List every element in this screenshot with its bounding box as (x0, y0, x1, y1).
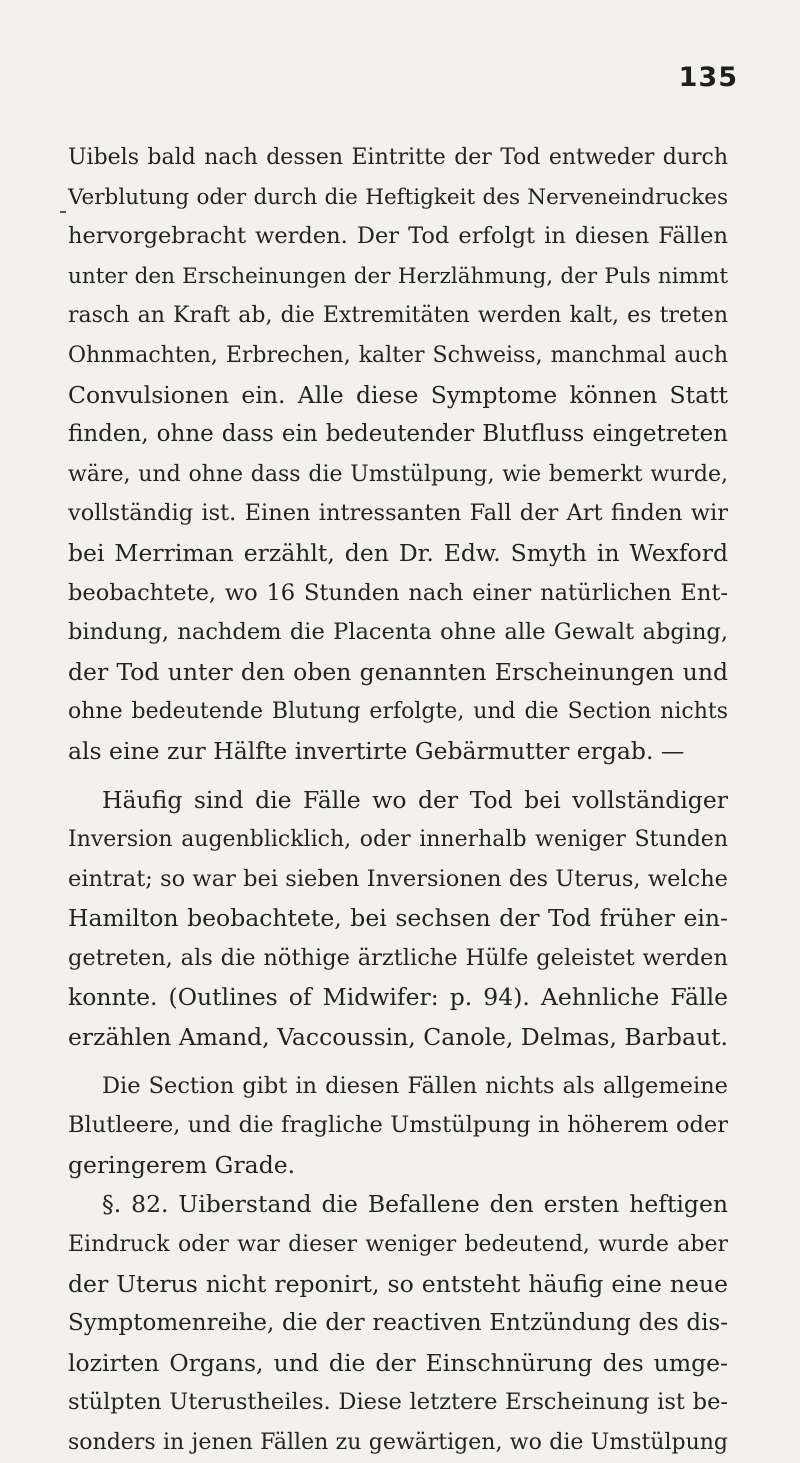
text-line: Symptomenreihe, die der reactiven Entzündung des dis- (68, 1310, 728, 1337)
text-line: Die Section gibt in diesen Fällen nichts als allgemeine (102, 1072, 728, 1099)
text-line: Inversion augenblicklich, oder innerhalb weniger Stunden (68, 827, 728, 853)
paragraph (68, 781, 728, 1058)
paragraph (68, 1067, 728, 1186)
text-line: Hamilton beobachtete, bei sechsen der Tod früher ein- (68, 904, 728, 933)
text-line: Blutleere, und die fragliche Umstülpung in höherem oder (68, 1112, 728, 1139)
text-line: hervorgebracht werden. Der Tod erfolgt in diesen Fällen (68, 223, 728, 250)
text-line: Ohnmachten, Erbrechen, kalter Schweiss, manchmal auch (68, 342, 728, 368)
text-line: getreten, als die nöthige ärztliche Hülfe geleistet werden (68, 944, 728, 971)
text-line: eintrat; so war bei sieben Inversionen des Uterus, welche (68, 865, 728, 892)
paragraph (68, 138, 728, 772)
text-line: Uibels bald nach dessen Eintritte der Tod entweder durch (68, 145, 728, 170)
text-line: Convulsionen ein. Alle diese Symptome können Statt (68, 380, 728, 409)
text-line: stülpten Uterustheiles. Diese letztere Erscheinung ist be- (68, 1389, 728, 1416)
text-line: bei Merriman erzählt, den Dr. Edw. Smyth in Wexford (68, 538, 728, 567)
paragraph (68, 1185, 728, 1462)
text-line: der Tod unter den oben genannten Erscheinungen und (68, 657, 728, 686)
text-line: beobachtete, wo 16 Stunden nach einer natürlichen Ent- (68, 579, 728, 606)
text-line: wäre, und ohne dass die Umstülpung, wie bemerkt wurde, (68, 461, 728, 487)
text-line: bindung, nachdem die Placenta ohne alle Gewalt abging, (68, 619, 728, 646)
text-line: rasch an Kraft ab, die Extremitäten werden kalt, es treten (68, 303, 728, 329)
text-line: Eindruck oder war dieser weniger bedeutend, wurde aber (68, 1232, 728, 1258)
text-line: erzählen Amand, Vaccoussin, Canole, Delmas, Barbaut. (68, 1023, 729, 1052)
body-text (68, 138, 728, 1463)
text-line: sonders in jenen Fällen zu gewärtigen, wo die Umstülpung (68, 1430, 728, 1455)
text-line: konnte. (Outlines of Midwifer: p. 94). Aehnliche Fälle (68, 983, 728, 1012)
text-line: vollständig ist. Einen intressanten Fall der Art finden wir (68, 500, 728, 527)
text-line: finden, ohne dass ein bedeutender Blutfluss eingetreten (68, 421, 728, 448)
page-number: 135 (678, 62, 738, 93)
text-line: unter den Erscheinungen der Herzlähmung, der Puls nimmt (68, 263, 728, 289)
text-line: geringerem Grade. (68, 1150, 296, 1179)
text-line: Verblutung oder durch die Heftigkeit des Nerveneindruckes (68, 184, 728, 210)
text-line: der Uterus nicht reponirt, so entsteht häufig eine neue (68, 1269, 728, 1298)
text-line: lozirten Organs, und die der Einschnürung des umge- (68, 1348, 728, 1377)
margin-mark (60, 211, 66, 213)
text-line: Häufig sind die Fälle wo der Tod bei vollständiger (102, 785, 728, 814)
text-line: §. 82. Uiberstand die Befallene den ersten heftigen (102, 1190, 728, 1219)
text-line: als eine zur Hälfte invertirte Gebärmutter ergab. — (68, 736, 685, 765)
text-line: ohne bedeutende Blutung erfolgte, und die Section nichts (68, 699, 728, 725)
